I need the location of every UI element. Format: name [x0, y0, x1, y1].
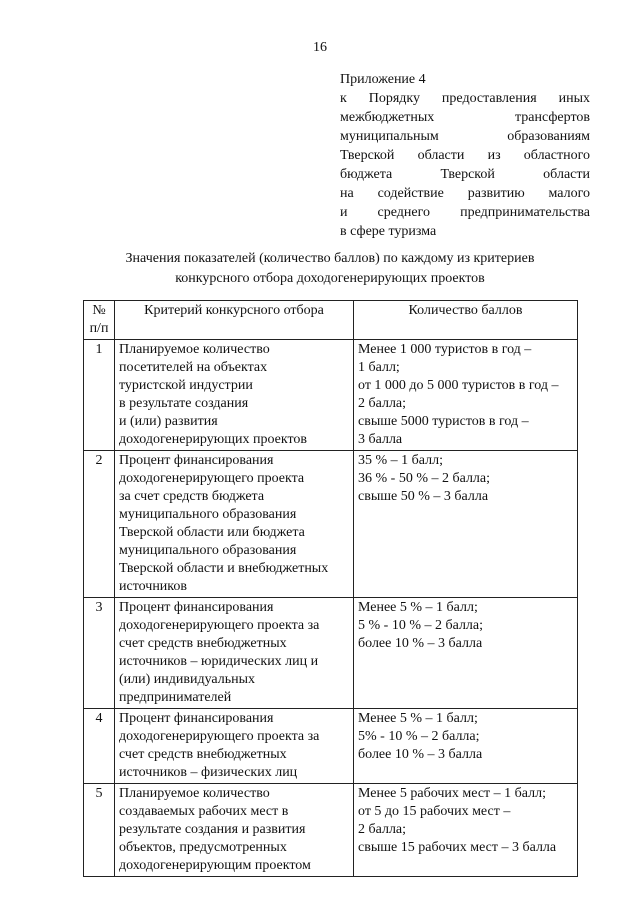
- table-row: [84, 340, 578, 451]
- criterion-cell: [115, 340, 354, 451]
- score-cell: [354, 598, 578, 709]
- criterion-line: источников – физических лиц: [119, 765, 298, 780]
- score-line: Менее 1 000 туристов в год –: [358, 342, 532, 357]
- header-score: Количество баллов: [354, 301, 578, 340]
- score-line: свыше 5000 туристов в год –: [358, 414, 529, 429]
- criteria-table: [83, 300, 578, 877]
- criterion-line: доходогенерирующих проектов: [119, 432, 308, 447]
- table-row: [84, 451, 578, 598]
- criterion-line: Тверской области или бюджета: [119, 525, 305, 540]
- score-line: 3 балла: [358, 432, 403, 447]
- criterion-line: за счет средств бюджета: [119, 489, 265, 504]
- title-line: Значения показателей (количество баллов) по каждому из критериев: [125, 251, 535, 266]
- row-number: 1: [84, 340, 115, 451]
- criterion-line: муниципального образования: [119, 543, 297, 558]
- criterion-line: и (или) развития: [119, 414, 218, 429]
- table-header-row: [84, 301, 578, 340]
- score-line: 1 балл;: [358, 360, 400, 375]
- score-cell: [354, 709, 578, 784]
- criterion-line: муниципального образования: [119, 507, 297, 522]
- appendix-block: [340, 70, 590, 241]
- criterion-line: предпринимателей: [119, 690, 232, 705]
- title-line: конкурсного отбора доходогенерирующих проектов: [175, 271, 485, 286]
- appendix-line: к Порядку предоставления иных: [340, 91, 590, 106]
- criterion-line: туристской индустрии: [119, 378, 253, 393]
- criterion-cell: [115, 784, 354, 877]
- table-row: [84, 784, 578, 877]
- score-line: более 10 % – 3 балла: [358, 747, 483, 762]
- row-number: 5: [84, 784, 115, 877]
- criterion-cell: [115, 598, 354, 709]
- criterion-line: посетителей на объектах: [119, 360, 268, 375]
- criterion-line: создаваемых рабочих мест в: [119, 804, 289, 819]
- table-body: [84, 340, 578, 877]
- score-line: 36 % - 50 % – 2 балла;: [358, 471, 491, 486]
- appendix-line: Тверской области из областного: [340, 148, 590, 163]
- row-number: 3: [84, 598, 115, 709]
- score-line: от 5 до 15 рабочих мест –: [358, 804, 511, 819]
- score-cell: [354, 784, 578, 877]
- score-line: более 10 % – 3 балла: [358, 636, 483, 651]
- criterion-line: (или) индивидуальных: [119, 672, 256, 687]
- score-cell: [354, 451, 578, 598]
- criterion-line: объектов, предусмотренных: [119, 840, 287, 855]
- score-line: 5% - 10 % – 2 балла;: [358, 729, 480, 744]
- document-title: [80, 249, 580, 289]
- criterion-line: Процент финансирования: [119, 453, 274, 468]
- score-line: 35 % – 1 балл;: [358, 453, 443, 468]
- score-line: от 1 000 до 5 000 туристов в год –: [358, 378, 559, 393]
- score-cell: [354, 340, 578, 451]
- score-line: 2 балла;: [358, 822, 407, 837]
- criterion-line: доходогенерирующим проектом: [119, 858, 311, 873]
- criterion-line: счет средств внебюджетных: [119, 747, 287, 762]
- criterion-line: источников: [119, 579, 188, 594]
- row-number: 2: [84, 451, 115, 598]
- criterion-line: Тверской области и внебюджетных: [119, 561, 329, 576]
- appendix-line: межбюджетных трансфертов: [340, 110, 590, 125]
- criterion-line: Планируемое количество: [119, 342, 270, 357]
- score-line: 2 балла;: [358, 396, 407, 411]
- criterion-line: доходогенерирующего проекта за: [119, 729, 320, 744]
- score-line: 5 % - 10 % – 2 балла;: [358, 618, 484, 633]
- score-line: Менее 5 % – 1 балл;: [358, 600, 478, 615]
- score-line: Менее 5 рабочих мест – 1 балл;: [358, 786, 546, 801]
- appendix-line: бюджета Тверской области: [340, 167, 590, 182]
- header-criterion: Критерий конкурсного отбора: [115, 301, 354, 340]
- criterion-line: доходогенерирующего проекта за: [119, 618, 320, 633]
- criterion-line: Процент финансирования: [119, 600, 274, 615]
- table-row: [84, 709, 578, 784]
- appendix-line: Приложение 4: [340, 72, 426, 87]
- appendix-line: и среднего предпринимательства: [340, 205, 590, 220]
- score-line: Менее 5 % – 1 балл;: [358, 711, 478, 726]
- criterion-cell: [115, 451, 354, 598]
- criterion-cell: [115, 709, 354, 784]
- criterion-line: доходогенерирующего проекта: [119, 471, 305, 486]
- criterion-line: результате создания и развития: [119, 822, 306, 837]
- page-number: 16: [313, 40, 327, 55]
- header-number: № п/п: [84, 301, 115, 340]
- criterion-line: счет средств внебюджетных: [119, 636, 287, 651]
- criterion-line: в результате создания: [119, 396, 249, 411]
- row-number: 4: [84, 709, 115, 784]
- appendix-line: в сфере туризма: [340, 224, 437, 239]
- score-line: свыше 15 рабочих мест – 3 балла: [358, 840, 557, 855]
- appendix-line: на содействие развитию малого: [340, 186, 590, 201]
- appendix-line: муниципальным образованиям: [340, 129, 590, 144]
- score-line: свыше 50 % – 3 балла: [358, 489, 489, 504]
- table-row: [84, 598, 578, 709]
- criterion-line: Планируемое количество: [119, 786, 270, 801]
- criterion-line: источников – юридических лиц и: [119, 654, 319, 669]
- criterion-line: Процент финансирования: [119, 711, 274, 726]
